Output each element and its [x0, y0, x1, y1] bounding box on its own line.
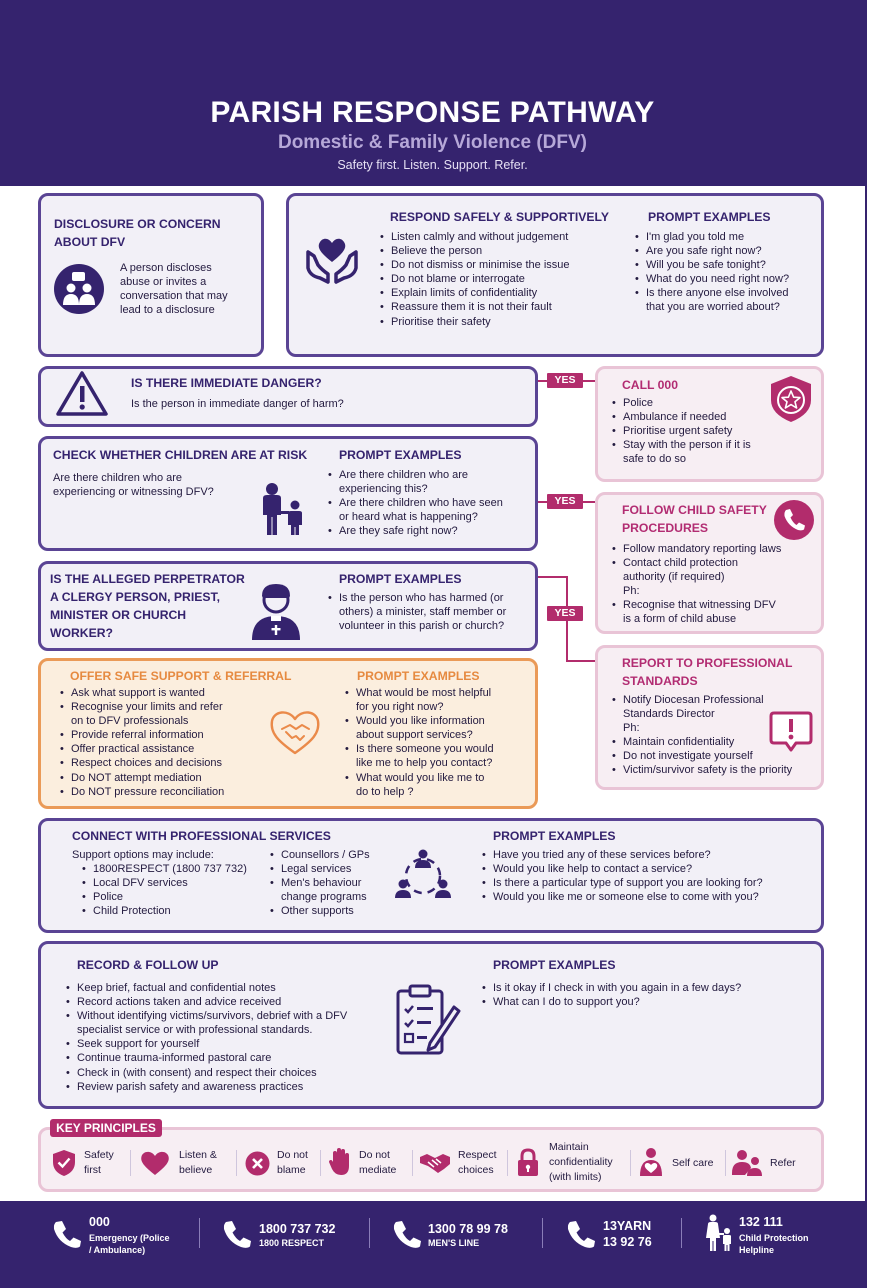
list-item: • Recognise your limits and refer	[58, 700, 268, 714]
disclosure-text-3: conversation that may	[120, 290, 228, 302]
helpline-label: Emergency (Police	[89, 1233, 170, 1243]
professional-heading-1: REPORT TO PROFESSIONAL	[622, 656, 793, 670]
record-prompts	[480, 981, 810, 1009]
list-item: • Notify Diocesan Professional	[610, 693, 815, 707]
divider	[630, 1150, 631, 1176]
children-text-2: experiencing or witnessing DFV?	[53, 486, 214, 498]
list-item: • Is there a particular type of support you are looking for?	[480, 876, 815, 890]
divider	[507, 1150, 508, 1176]
disclosure-heading-1: DISCLOSURE OR CONCERN	[54, 217, 221, 231]
helpline-label: MEN'S LINE	[428, 1238, 480, 1248]
phone-icon	[774, 500, 814, 540]
list-item-continuation: specialist service or with professional standards.	[77, 1024, 313, 1037]
phone-icon	[566, 1219, 596, 1249]
clipboard-checklist-icon	[394, 983, 462, 1055]
principle-label: (with limits)	[549, 1171, 602, 1183]
heart-icon	[140, 1150, 170, 1176]
helpline-label: 1800 RESPECT	[259, 1238, 325, 1248]
disclosure-heading-2: ABOUT DFV	[54, 235, 126, 249]
list-item: • Do NOT attempt mediation	[58, 771, 268, 785]
perpetrator-heading-3: MINISTER OR CHURCH	[50, 608, 187, 622]
perpetrator-prompts	[326, 591, 536, 633]
respond-heading: RESPOND SAFELY & SUPPORTIVELY	[390, 210, 609, 224]
principle-label: first	[84, 1164, 101, 1176]
phone-number-label: Ph:	[623, 585, 640, 598]
handshake-heart-icon	[268, 707, 322, 757]
list-item: • Prioritise their safety	[378, 315, 628, 329]
helpline-item	[89, 1214, 170, 1256]
phone-icon	[52, 1219, 82, 1249]
list-item: • Contact child protection	[610, 556, 815, 570]
conversation-icon	[54, 264, 104, 314]
list-item: • Seek support for yourself	[64, 1037, 384, 1051]
divider	[199, 1218, 200, 1248]
divider	[725, 1150, 726, 1176]
list-item: • Maintain confidentiality	[610, 735, 815, 749]
police-badge-icon	[767, 374, 815, 424]
list-item-continuation: about support services?	[356, 729, 473, 742]
respond-prompts	[633, 230, 818, 315]
support-prompt-heading: PROMPT EXAMPLES	[357, 669, 480, 683]
helpline-number: 13 92 76	[603, 1235, 652, 1249]
connect-heading: CONNECT WITH PROFESSIONAL SERVICES	[72, 829, 331, 843]
children-heading: CHECK WHETHER CHILDREN ARE AT RISK	[53, 448, 308, 462]
divider	[369, 1218, 370, 1248]
list-item-continuation: or heard what is happening?	[339, 511, 478, 524]
helpline-item	[259, 1221, 335, 1249]
principle-label: Do not	[277, 1149, 308, 1161]
list-item: • Record actions taken and advice received	[64, 995, 384, 1009]
connect-col1	[80, 862, 270, 918]
warning-icon	[55, 369, 109, 417]
professional-heading-2: STANDARDS	[622, 674, 698, 688]
perpetrator-heading-1: IS THE ALLEGED PERPETRATOR	[50, 572, 245, 586]
list-item: • Ambulance if needed	[610, 410, 770, 424]
principle-label: Self care	[672, 1157, 714, 1169]
connect-intro: Support options may include:	[72, 849, 214, 861]
list-item: • I'm glad you told me	[633, 230, 818, 244]
list-item: • Ask what support is wanted	[58, 686, 268, 700]
parent-child-icon	[704, 1214, 734, 1252]
connector-line	[566, 660, 596, 662]
people-network-icon	[393, 848, 453, 904]
list-item: • Victim/survivor safety is the priority	[610, 763, 815, 777]
list-item: • Stay with the person if it is	[610, 438, 770, 452]
self-care-icon	[637, 1147, 665, 1177]
list-item: • Check in (with consent) and respect their choices	[64, 1066, 384, 1080]
no-blame-icon	[245, 1151, 270, 1176]
list-item: • Recognise that witnessing DFV	[610, 598, 815, 612]
disclosure-text-2: abuse or invites a	[120, 276, 207, 288]
page-subtitle: Domestic & Family Violence (DFV)	[277, 132, 587, 153]
childsafety-list	[610, 542, 815, 627]
connector-line	[538, 576, 568, 578]
list-item: • Are there children who are	[326, 468, 531, 482]
disclosure-text-4: lead to a disclosure	[120, 304, 215, 316]
list-item: • Is there someone you would	[343, 742, 533, 756]
list-item: • Without identifying victims/survivors, debrief with a DFV	[64, 1009, 384, 1023]
refer-people-icon	[731, 1148, 763, 1177]
principle-label: Listen &	[179, 1149, 217, 1161]
list-item: • Do not dismiss or minimise the issue	[378, 258, 628, 272]
list-item: • 1800RESPECT (1800 737 732)	[80, 862, 270, 876]
parent-child-icon	[253, 481, 309, 537]
list-item: • Keep brief, factual and confidential notes	[64, 981, 384, 995]
list-item: • Would you like information	[343, 714, 533, 728]
list-item: • Explain limits of confidentiality	[378, 286, 628, 300]
list-item: • Have you tried any of these services before?	[480, 848, 815, 862]
principle-label: blame	[277, 1164, 306, 1176]
respond-list	[378, 230, 628, 329]
list-item: • Provide referral information	[58, 728, 268, 742]
yes-label: YES	[547, 373, 583, 388]
record-list	[64, 981, 384, 1094]
principle-label: Refer	[770, 1157, 796, 1169]
children-prompt-heading: PROMPT EXAMPLES	[339, 448, 462, 462]
phone-number-label: Ph:	[623, 722, 640, 735]
connect-prompts	[480, 848, 815, 904]
helpline-number: 1800 737 732	[259, 1222, 336, 1236]
list-item: • Men's behaviour	[268, 876, 388, 890]
right-edge-line	[865, 0, 867, 1288]
helpline-label: Child Protection	[739, 1233, 809, 1243]
list-item: • Continue trauma-informed pastoral care	[64, 1051, 384, 1065]
list-item: • Will you be safe tonight?	[633, 258, 818, 272]
list-item: • What would be most helpful	[343, 686, 533, 700]
record-prompt-heading: PROMPT EXAMPLES	[493, 958, 616, 972]
principle-label: Safety	[84, 1149, 114, 1161]
clergy-icon	[248, 582, 304, 640]
list-item: • Would you like me or someone else to come with you?	[480, 890, 815, 904]
list-item-continuation: authority (if required)	[623, 571, 725, 584]
stop-hand-icon	[328, 1147, 352, 1177]
childsafety-heading-2: PROCEDURES	[622, 521, 709, 535]
divider	[412, 1150, 413, 1176]
divider	[542, 1218, 543, 1248]
helpline-number: 000	[89, 1215, 110, 1229]
list-item: • Child Protection	[80, 904, 270, 918]
principle-label: choices	[458, 1164, 494, 1176]
list-item: • Review parish safety and awareness practices	[64, 1080, 384, 1094]
helpline-item	[603, 1218, 652, 1250]
helpline-number: 1300 78 99 78	[428, 1222, 508, 1236]
helpline-item	[739, 1214, 809, 1256]
list-item-continuation: experiencing this?	[339, 483, 428, 496]
list-item: • Believe the person	[378, 244, 628, 258]
list-item-continuation: change programs	[281, 891, 367, 904]
list-item: • Prioritise urgent safety	[610, 424, 770, 438]
list-item: • Do not blame or interrogate	[378, 272, 628, 286]
list-item: • What would you like me to	[343, 771, 533, 785]
support-list	[58, 686, 268, 799]
childsafety-heading-1: FOLLOW CHILD SAFETY	[622, 503, 767, 517]
list-item: • Do not investigate yourself	[610, 749, 815, 763]
perpetrator-heading-4: WORKER?	[50, 626, 113, 640]
list-item: • Is the person who has harmed (or	[326, 591, 536, 605]
padlock-icon	[516, 1148, 540, 1177]
list-item: • Counsellors / GPs	[268, 848, 388, 862]
call000-heading: CALL 000	[622, 378, 678, 392]
list-item-continuation: others) a minister, staff member or	[339, 606, 507, 619]
handshake-icon	[419, 1151, 451, 1175]
yes-label: YES	[547, 494, 583, 509]
list-item: • Other supports	[268, 904, 388, 918]
list-item: • Follow mandatory reporting laws	[610, 542, 815, 556]
danger-heading: IS THERE IMMEDIATE DANGER?	[131, 376, 322, 390]
yes-label: YES	[547, 606, 583, 621]
principle-label: Maintain	[549, 1141, 589, 1153]
list-item: • Are you safe right now?	[633, 244, 818, 258]
principle-label: Respect	[458, 1149, 497, 1161]
list-item-continuation: do to help ?	[356, 785, 414, 798]
children-prompts	[326, 468, 531, 538]
list-item-continuation: volunteer in this parish or church?	[339, 620, 505, 633]
shield-check-icon	[52, 1149, 76, 1177]
list-item: • Legal services	[268, 862, 388, 876]
divider	[236, 1150, 237, 1176]
helpline-number: 132 111	[739, 1215, 783, 1229]
principle-label: confidentiality	[549, 1156, 613, 1168]
respond-prompt-heading: PROMPT EXAMPLES	[648, 210, 771, 224]
children-text-1: Are there children who are	[53, 472, 183, 484]
list-item: • Is it okay if I check in with you again in a few days?	[480, 981, 810, 995]
list-item: • Respect choices and decisions	[58, 756, 268, 770]
list-item: • Would you like help to contact a service?	[480, 862, 815, 876]
principle-label: mediate	[359, 1164, 397, 1176]
helpline-label: / Ambulance)	[89, 1245, 146, 1255]
divider	[130, 1150, 131, 1176]
phone-icon	[392, 1219, 422, 1249]
header-banner	[0, 0, 865, 186]
perpetrator-prompt-heading: PROMPT EXAMPLES	[339, 572, 462, 586]
list-item: • Listen calmly and without judgement	[378, 230, 628, 244]
page-title: PARISH RESPONSE PATHWAY	[210, 96, 655, 129]
list-item: • Is there anyone else involved	[633, 286, 818, 300]
principle-label: believe	[179, 1164, 213, 1176]
list-item-continuation: Standards Director	[623, 708, 715, 721]
connect-col2	[268, 848, 388, 918]
call000-list	[610, 396, 770, 466]
list-item: • Police	[610, 396, 770, 410]
support-prompts	[343, 686, 533, 799]
list-item-continuation: for you right now?	[356, 701, 444, 714]
key-principles-heading: KEY PRINCIPLES	[50, 1119, 162, 1137]
perpetrator-heading-2: A CLERGY PERSON, PRIEST,	[50, 590, 220, 604]
helpline-label: Helpline	[739, 1245, 775, 1255]
danger-text: Is the person in immediate danger of harm?	[131, 398, 344, 410]
list-item: • Are there children who have seen	[326, 496, 531, 510]
list-item: • Offer practical assistance	[58, 742, 268, 756]
list-item: • Local DFV services	[80, 876, 270, 890]
list-item: • Police	[80, 890, 270, 904]
list-item-continuation: like me to help you contact?	[356, 757, 493, 770]
disclosure-text-1: A person discloses	[120, 262, 212, 274]
list-item-continuation: is a form of child abuse	[623, 613, 737, 626]
support-heading: OFFER SAFE SUPPORT & REFERRAL	[70, 669, 292, 683]
list-item: • Are they safe right now?	[326, 524, 531, 538]
phone-icon	[222, 1219, 252, 1249]
helpline-number: 13YARN	[603, 1219, 652, 1233]
list-item: • Reassure them it is not their fault	[378, 300, 628, 314]
divider	[681, 1218, 682, 1248]
list-item-continuation: on to DFV professionals	[71, 715, 189, 728]
alert-speech-icon	[768, 710, 814, 754]
list-item: • Do NOT pressure reconciliation	[58, 785, 268, 799]
list-item-continuation: safe to do so	[623, 453, 686, 466]
connect-prompt-heading: PROMPT EXAMPLES	[493, 829, 616, 843]
divider	[320, 1150, 321, 1176]
list-item-continuation: that you are worried about?	[646, 301, 780, 314]
record-heading: RECORD & FOLLOW UP	[77, 958, 219, 972]
list-item: • What can I do to support you?	[480, 995, 810, 1009]
principle-label: Do not	[359, 1149, 390, 1161]
heart-hands-icon	[302, 232, 362, 286]
list-item: • What do you need right now?	[633, 272, 818, 286]
page-tagline: Safety first. Listen. Support. Refer.	[337, 158, 528, 172]
helpline-item	[428, 1221, 508, 1249]
